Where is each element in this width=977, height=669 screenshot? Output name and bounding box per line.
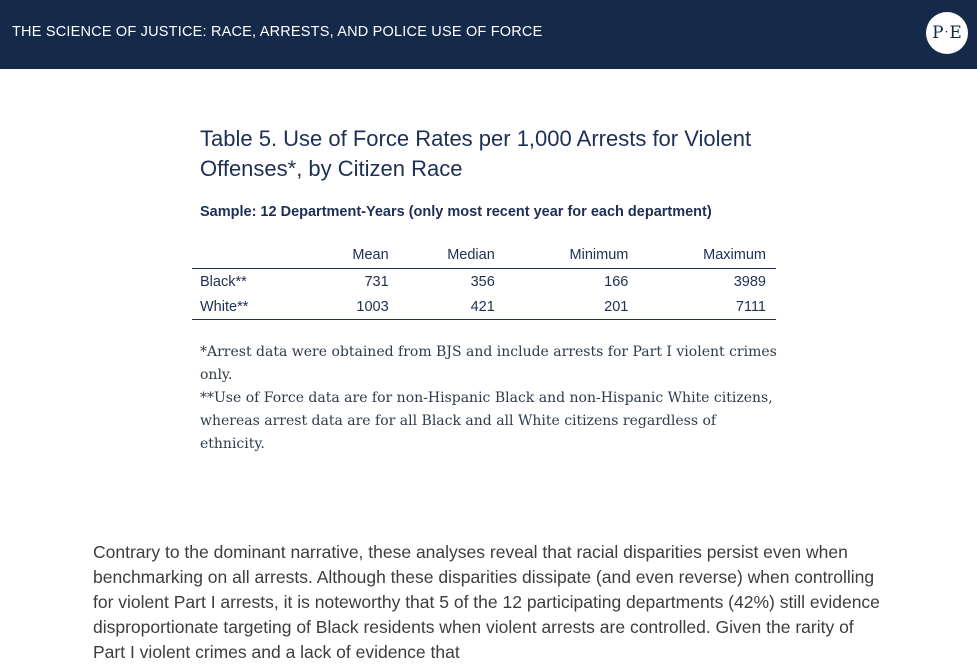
footnote-use-of-force-data: **Use of Force data are for non-Hispanic Black and non-Hispanic White citizens, whereas arrest data are for all Black and all White citizens regardless of ethnicity. <box>200 390 773 452</box>
table-sample-note: Sample: 12 Department-Years (only most recent year for each department) <box>200 204 712 220</box>
cell-maximum: 7111 <box>628 294 776 320</box>
column-header-maximum: Maximum <box>628 242 776 269</box>
row-label: Black** <box>200 273 247 290</box>
logo-letter-p: P <box>932 23 944 43</box>
table-footnotes <box>200 341 780 456</box>
table-title: Table 5. Use of Force Rates per 1,000 Arrests for Violent Offenses*, by Citizen Race <box>200 126 752 181</box>
body-paragraph: Contrary to the dominant narrative, these analyses reveal that racial disparities persist even when benchmarking on all arrests. Although these disparities dissipate (and even reverse) when controlling for violent Part I arrests, it is noteworthy that 5 of the 12 participating departments (42%) still evidence disproportionate targeting of Black residents when violent arrests are controlled. Given the rarity of Part I violent crimes and a lack of evidence that <box>93 542 880 662</box>
column-header-median: Median <box>389 242 495 269</box>
column-header-minimum: Minimum <box>495 242 629 269</box>
cell-minimum: 166 <box>604 273 629 290</box>
cell-mean: 1003 <box>289 294 389 320</box>
cell-maximum: 3989 <box>733 273 766 290</box>
table-row <box>192 269 776 295</box>
cell-median: 356 <box>470 273 495 290</box>
column-header-label <box>192 242 289 269</box>
use-of-force-table <box>192 242 776 320</box>
table-header-row <box>192 242 776 269</box>
logo-letter-e: E <box>949 23 962 43</box>
footnote-arrest-data: *Arrest data were obtained from BJS and include arrests for Part I violent crimes only. <box>200 344 777 383</box>
page-header <box>0 0 977 69</box>
cell-median: 421 <box>389 294 495 320</box>
cell-mean: 731 <box>364 273 389 290</box>
pe-logo[interactable] <box>926 12 968 54</box>
row-label: White** <box>192 294 289 320</box>
cell-minimum: 201 <box>495 294 629 320</box>
column-header-mean: Mean <box>289 242 389 269</box>
body-paragraph-container <box>93 540 883 665</box>
table-row <box>192 294 776 320</box>
header-title: THE SCIENCE OF JUSTICE: RACE, ARRESTS, AND POLICE USE OF FORCE <box>12 24 543 40</box>
logo-dot: · <box>944 25 949 39</box>
